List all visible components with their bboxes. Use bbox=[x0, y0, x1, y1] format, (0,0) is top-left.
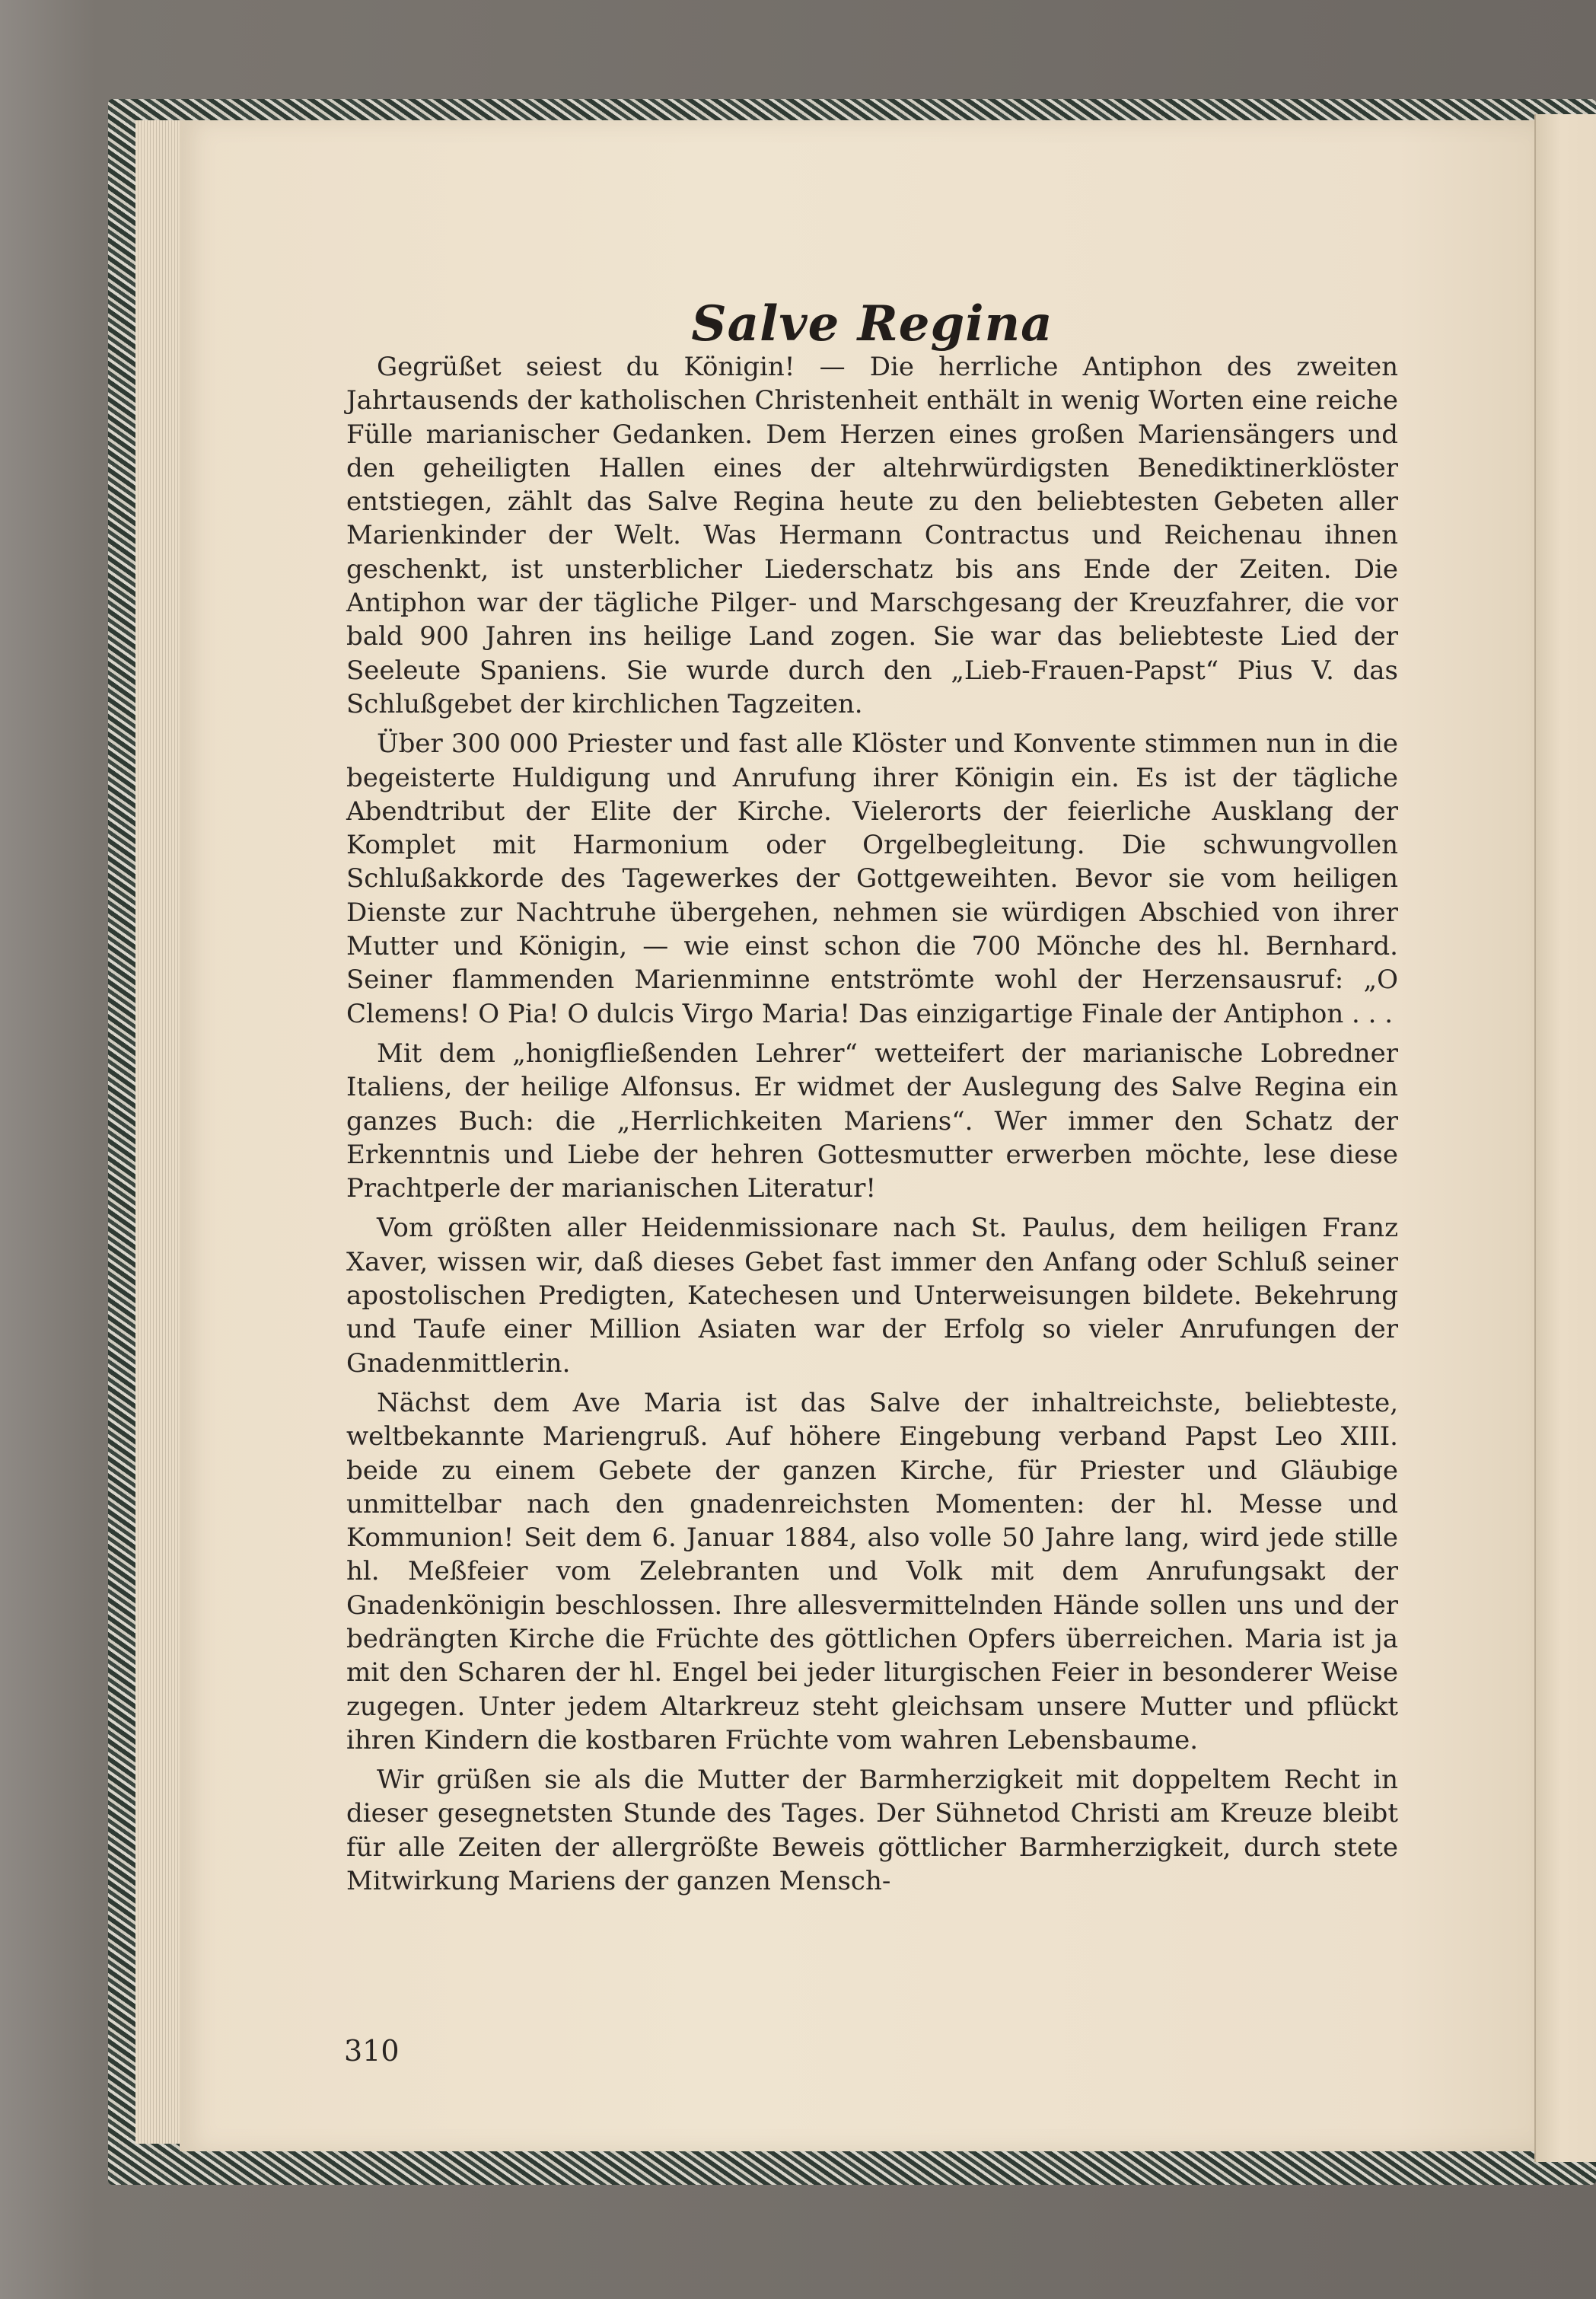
page-number: 310 bbox=[344, 2034, 400, 2068]
paragraph: Wir grüßen sie als die Mutter der Barmherzigkeit mit doppeltem Recht in dieser gesegnetsten Stunde des Tages. Der Sühnetod Christi am Kreuze bleibt für alle Zeiten der allergrößte Beweis göttlicher Barmherzigkeit, durch stete Mitwirkung Mariens der ganzen Mensch- bbox=[346, 1765, 1398, 1897]
paragraph: Gegrüßet seiest du Königin! — Die herrliche Antiphon des zweiten Jahrtausends der katholischen Christenheit enthält in wenig Worten eine reiche Fülle marianischer Gedanken. Dem Herzen eines großen Mariensängers und den geheiligten Hallen eines der altehrwürdigsten Benediktinerklöster entstiegen, zählt das Salve Regina heute zu den beliebtesten Gebeten aller Marienkinder der Welt. Was Hermann Contractus und Reichenau ihnen geschenkt, ist unsterblicher Liederschatz bis ans Ende der Zeiten. Die Antiphon war der tägliche Pilger- und Marschgesang der Kreuzfahrer, die vor bald 900 Jahren ins heilige Land zogen. Sie war das beliebteste Lied der Seeleute Spaniens. Sie wurde durch den „Lieb-Frauen-Papst“ Pius V. das Schlußgebet der kirchlichen Tagzeiten. bbox=[346, 352, 1398, 719]
paragraph: Über 300 000 Priester und fast alle Klöster und Konvente stimmen nun in die begeisterte Huldigung und Anrufung ihrer Königin ein. Es ist der tägliche Abendtribut der Elite der Kirche. Vielerorts der feierliche Ausklang der Komplet mit Harmonium oder Orgelbegleitung. Die schwungvollen Schlußakkorde des Tagewerkes der Gottgeweihten. Bevor sie vom heiligen Dienste zur Nachtruhe übergehen, nehmen sie würdigen Abschied von ihrer Mutter und Königin, — wie einst schon die 700 Mönche des hl. Bernhard. Seiner flammenden Marienminne entströmte wohl der Herzensausruf: „O Clemens! O Pia! O dulcis Virgo Maria! Das einzigartige Finale der Antiphon . . . bbox=[346, 729, 1398, 1029]
paragraph: Vom größten aller Heidenmissionare nach St. Paulus, dem heiligen Franz Xaver, wissen wir, daß dieses Gebet fast immer den Anfang oder Schluß seiner apostolischen Predigten, Katechesen und Unterweisungen bildete. Bekehrung und Taufe einer Million Asiaten war der Erfolg so vieler Anrufungen der Gnadenmittlerin. bbox=[346, 1213, 1398, 1379]
next-page-edge bbox=[1534, 114, 1596, 2162]
body-text bbox=[346, 350, 1398, 1904]
paragraph: Nächst dem Ave Maria ist das Salve der inhaltreichste, beliebteste, weltbekannte Mariengruß. Auf höhere Eingebung verband Papst Leo XIII. beide zu einem Gebete der ganzen Kirche, für Priester und Gläubige unmittelbar nach den gnadenreichsten Momenten: der hl. Messe und Kommunion! Seit dem 6. Januar 1884, also volle 50 Jahre lang, wird jede stille hl. Meßfeier vom Zelebranten und Volk mit dem Anrufungsakt der Gnadenkönigin beschlossen. Ihre allesvermittelnden Hände sollen uns und der bedrängten Kirche die Früchte des göttlichen Opfers überreichen. Maria ist ja mit den Scharen der hl. Engel bei jeder liturgischen Feier in besonderer Weise zugegen. Unter jedem Altarkreuz steht gleichsam unsere Mutter und pflückt ihren Kindern die kostbaren Früchte vom wahren Lebensbaume. bbox=[346, 1387, 1398, 1755]
paragraph: Mit dem „honigfließenden Lehrer“ wetteifert der marianische Lobredner Italiens, der heilige Alfonsus. Er widmet der Auslegung des Salve Regina ein ganzes Buch: die „Herrlichkeiten Mariens“. Wer immer den Schatz der Erkenntnis und Liebe der hehren Gottesmutter erwerben möchte, lese diese Prachtperle der marianischen Literatur! bbox=[346, 1038, 1398, 1204]
page-title: Salve Regina bbox=[691, 295, 1053, 352]
